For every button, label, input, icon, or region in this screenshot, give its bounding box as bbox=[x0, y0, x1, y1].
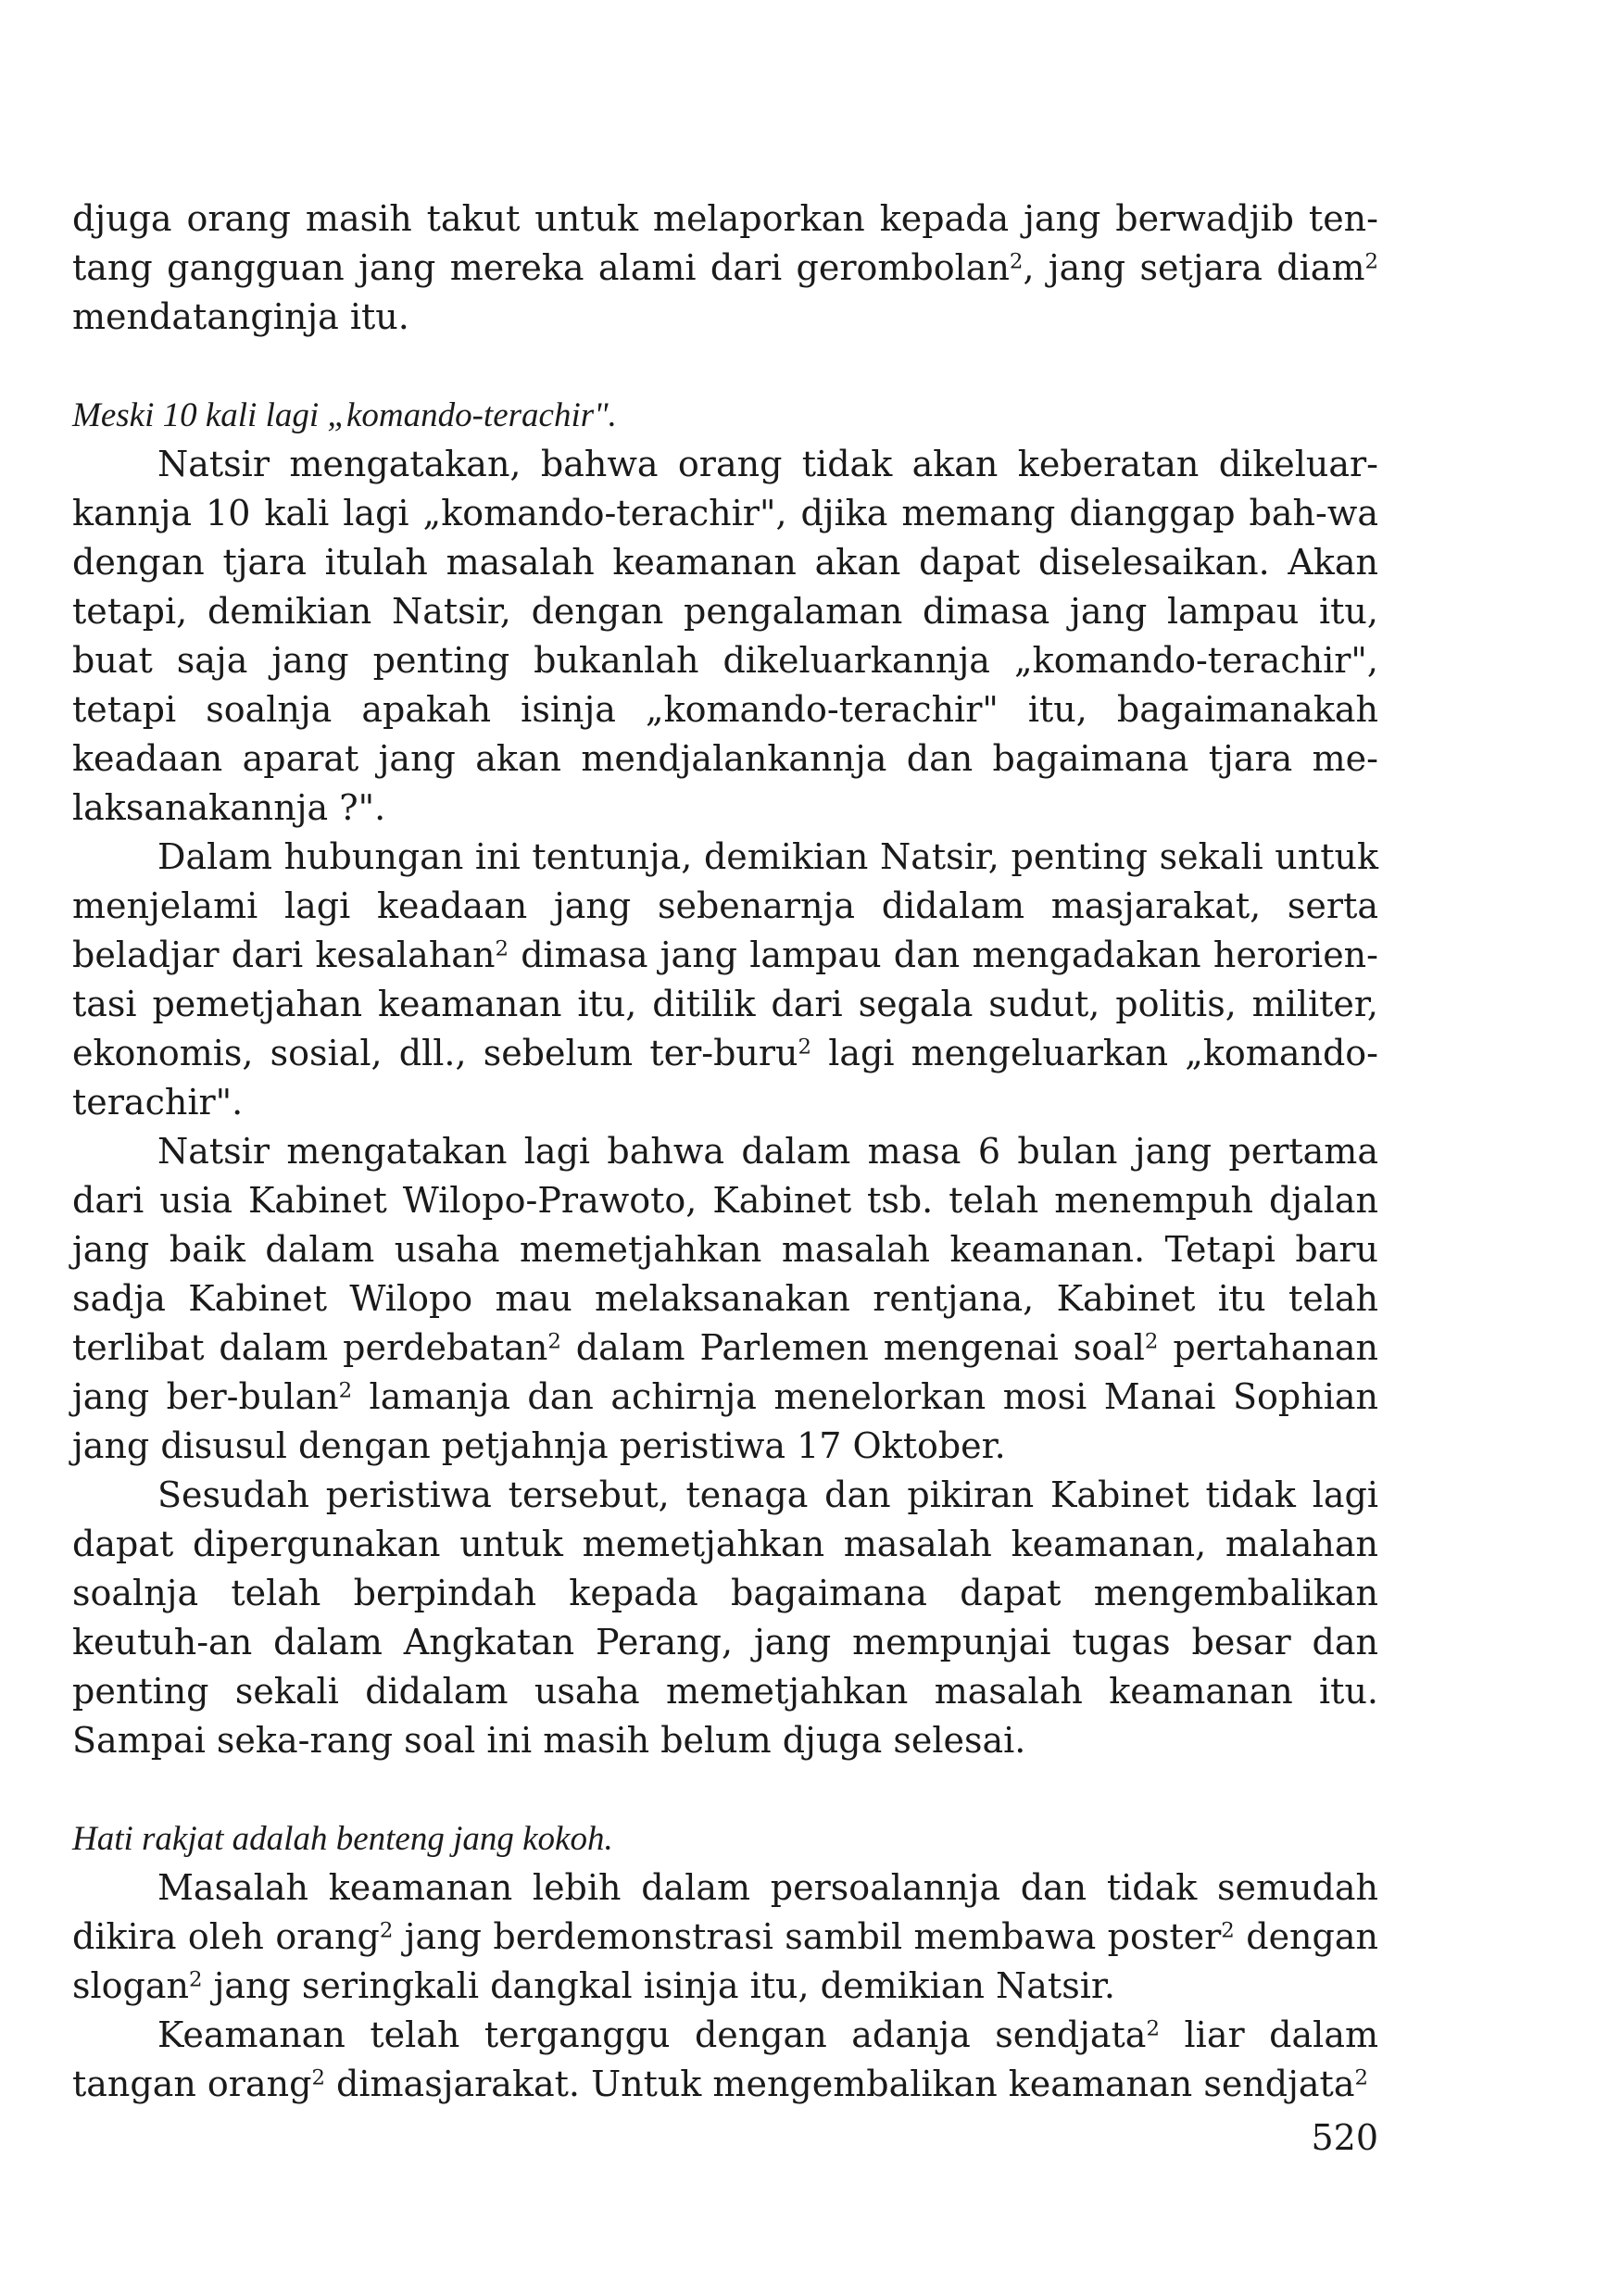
paragraph: Natsir mengatakan, bahwa orang tidak akan keberatan dikeluar-kannja 10 kali lagi „komando-terachir", djika memang dianggap bah-wa dengan tjara itulah masalah keamanan akan dapat diselesaikan. Akan tetapi, demikian Natsir, dengan pengalaman dimasa jang lampau itu, buat saja jang penting bukanlah dikeluarkannja „komando-terachir", tetapi soalnja apakah isinja „komando-terachir" itu, bagaimanakah keadaan aparat jang akan mendjalankannja dan bagaimana tjara me-laksanakannja ?". bbox=[72, 444, 1378, 828]
superscript-two: 2 bbox=[495, 936, 509, 961]
section-gap bbox=[72, 1765, 1378, 1814]
superscript-two: 2 bbox=[311, 2065, 325, 2090]
superscript-two: 2 bbox=[798, 1035, 812, 1060]
superscript-two: 2 bbox=[1009, 249, 1024, 274]
paragraph: Keamanan telah terganggu dengan adanja sendjata$^2$ liar dalam tangan orang$^2$ dimasjarakat. Untuk mengembalikan keamanan sendjata$^2$ bbox=[72, 2014, 1379, 2104]
superscript-two: 2 bbox=[1146, 2016, 1160, 2041]
superscript-two: 2 bbox=[1221, 1918, 1235, 1943]
superscript-two: 2 bbox=[379, 1918, 394, 1943]
paragraph: Masalah keamanan lebih dalam persoalannja dan tidak semudah dikira oleh orang$^2$ jang berdemonstrasi sambil membawa poster$^2$ dengan slogan$^2$ jang seringkali dangkal isinja itu, demikian Natsir. bbox=[72, 1867, 1378, 2006]
section-heading-hati-rakjat: Hati rakjat adalah benteng jang kokoh. bbox=[72, 1820, 613, 1858]
paragraph: Dalam hubungan ini tentunja, demikian Natsir, penting sekali untuk menjelami lagi keadaan jang sebenarnja didalam masjarakat, serta beladjar dari kesalahan$^2$ dimasa jang lampau dan mengadakan herorien-tasi pemetjahan keamanan itu, ditilik dari segala sudut, politis, militer, ekonomis, sosial, dll., sebelum ter-buru$^2$ lagi mengeluarkan „komando-terachir". bbox=[72, 836, 1378, 1123]
page-body bbox=[72, 194, 1378, 2109]
superscript-two: 2 bbox=[1364, 249, 1378, 274]
section-heading-komando: Meski 10 kali lagi „komando-terachir". bbox=[72, 396, 617, 434]
superscript-two: 2 bbox=[189, 1967, 203, 1992]
paragraph-continuation: djuga orang masih takut untuk melaporkan kepada jang berwadjib ten-tang gangguan jang mereka alami dari gerombolan$^2$, jang setjara diam$^2$ mendatanginja itu. bbox=[72, 198, 1378, 337]
paragraph: Sesudah peristiwa tersebut, tenaga dan pikiran Kabinet tidak lagi dapat dipergunakan untuk memetjahkan masalah keamanan, malahan soalnja telah berpindah kepada bagaimana dapat mengembalikan keutuh-an dalam Angkatan Perang, jang mempunjai tugas besar dan penting sekali didalam usaha memetjahkan masalah keamanan itu. Sampai seka-rang soal ini masih belum djuga selesai. bbox=[72, 1474, 1378, 1761]
superscript-two: 2 bbox=[338, 1378, 353, 1403]
superscript-two: 2 bbox=[547, 1329, 561, 1354]
paragraph: Natsir mengatakan lagi bahwa dalam masa 6 bulan jang pertama dari usia Kabinet Wilopo-Prawoto, Kabinet tsb. telah menempuh djalan jang baik dalam usaha memetjahkan masalah keamanan. Tetapi baru sadja Kabinet Wilopo mau melaksanakan rentjana, Kabinet itu telah terlibat dalam perdebatan$^2$ dalam Parlemen mengenai soal$^2$ pertahanan jang ber-bulan$^2$ lamanja dan achirnja menelorkan mosi Manai Sophian jang disusul dengan petjahnja peristiwa 17 Oktober. bbox=[72, 1131, 1379, 1466]
page-number: 520 bbox=[1311, 2117, 1378, 2158]
superscript-two: 2 bbox=[1354, 2065, 1368, 2090]
section-gap bbox=[72, 342, 1378, 391]
superscript-two: 2 bbox=[1144, 1329, 1159, 1354]
